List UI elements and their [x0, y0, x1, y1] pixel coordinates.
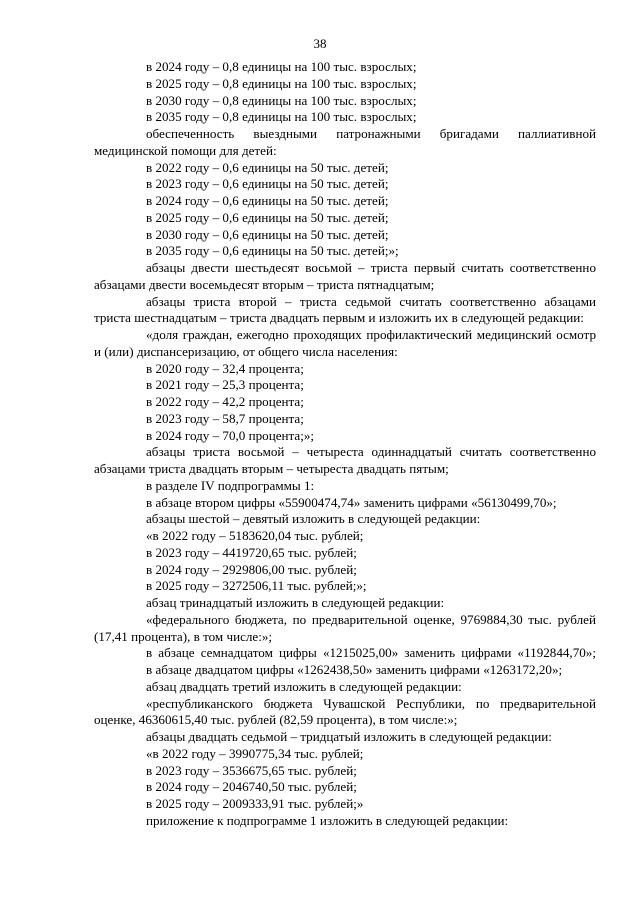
page-number: 38 [313, 36, 327, 51]
paragraph-line: в 2020 году – 32,4 процента; [146, 360, 304, 376]
paragraph-line: в абзаце двадцатом цифры «1262438,50» заменить цифрами «1263172,20»; [146, 662, 563, 677]
paragraph-line: в 2022 году – 42,2 процента; [146, 394, 304, 409]
paragraph-line: в 2035 году – 0,8 единицы на 100 тыс. взрослых; [146, 109, 417, 125]
paragraph-line: в 2021 году – 25,3 процента; [146, 377, 304, 393]
paragraph-line: в 2023 году – 58,7 процента; [146, 410, 304, 426]
paragraph-line: в 2023 году – 0,6 единицы на 50 тыс. детей; [146, 176, 389, 192]
paragraph-line: в 2025 году – 0,6 единицы на 50 тыс. детей; [146, 209, 389, 225]
paragraph-line: приложение к подпрограмме 1 изложить в следующей редакции: [146, 812, 509, 828]
paragraph-line: в абзаце втором цифры «55900474,74» заменить цифрами «56130499,70»; [146, 494, 557, 510]
paragraph-line: абзацы двести шестьдесят восьмой – триста первый считать соответственно абзацами двести восемьдесят вторым – триста пятнадцатым; [94, 260, 596, 292]
paragraph-line: абзац тринадцатый изложить в следующей редакции: [146, 595, 445, 610]
paragraph-line: абзацы триста второй – триста седьмой считать соответственно абзацами триста шестнадцатым – триста двадцать первым и изложить их в следующей редакции: [94, 293, 596, 326]
paragraph-line: в 2025 году – 2009333,91 тыс. рублей;» [146, 796, 364, 811]
paragraph-line: в 2025 году – 3272506,11 тыс. рублей;»; [146, 578, 367, 594]
paragraph-line: абзацы двадцать седьмой – тридцатый изложить в следующей редакции: [146, 729, 552, 744]
paragraph-line: «федерального бюджета, по предварительной оценке, 9769884,30 тыс. рублей (17,41 процента), в том числе:»; [94, 611, 596, 644]
paragraph-line: «в 2022 году – 5183620,04 тыс. рублей; [146, 528, 364, 543]
paragraph-line: абзац двадцать третий изложить в следующей редакции: [146, 678, 462, 694]
paragraph-line: в 2030 году – 0,8 единицы на 100 тыс. взрослых; [146, 92, 417, 108]
paragraph-line: «в 2022 году – 3990775,34 тыс. рублей; [146, 745, 364, 761]
paragraph-line: в разделе IV подпрограммы 1: [146, 477, 315, 493]
paragraph-line: в 2024 году – 2929806,00 тыс. рублей; [146, 561, 357, 577]
paragraph-line: в 2024 году – 0,8 единицы на 100 тыс. взрослых; [146, 59, 417, 74]
paragraph-line: в 2022 году – 0,6 единицы на 50 тыс. детей; [146, 159, 389, 175]
paragraph-line: абзацы шестой – девятый изложить в следующей редакции: [146, 511, 481, 527]
paragraph-line: «республиканского бюджета Чувашской Республики, по предварительной оценке, 46360615,40 тыс. рублей (82,59 процента), в том числе:»; [94, 695, 596, 728]
paragraph-line: в абзаце семнадцатом цифры «1215025,00» заменить цифрами «1192844,70»; [146, 645, 596, 661]
paragraph-line: в 2030 году – 0,6 единицы на 50 тыс. детей; [146, 226, 389, 242]
paragraph-line: абзацы триста восьмой – четыреста одиннадцатый считать соответственно абзацами триста двадцать вторым – четыреста двадцать пятым; [94, 444, 596, 476]
paragraph-line: в 2024 году – 0,6 единицы на 50 тыс. детей; [146, 193, 389, 208]
document-body [94, 59, 596, 830]
paragraph-line: в 2025 году – 0,8 единицы на 100 тыс. взрослых; [146, 75, 417, 91]
paragraph-line: в 2035 году – 0,6 единицы на 50 тыс. детей;»; [146, 243, 399, 259]
paragraph-line: в 2024 году – 2046740,50 тыс. рублей; [146, 779, 357, 795]
paragraph-line: «доля граждан, ежегодно проходящих профилактический медицинский осмотр и (или) диспансеризацию, от общего числа населения: [94, 327, 596, 359]
paragraph-line: обеспеченность выездными патронажными бригадами паллиативной медицинской помощи для детей: [94, 126, 596, 158]
paragraph-line: в 2024 году – 70,0 процента;»; [146, 427, 315, 443]
paragraph-line: в 2023 году – 3536675,65 тыс. рублей; [146, 762, 357, 778]
paragraph-line: в 2023 году – 4419720,65 тыс. рублей; [146, 544, 357, 560]
